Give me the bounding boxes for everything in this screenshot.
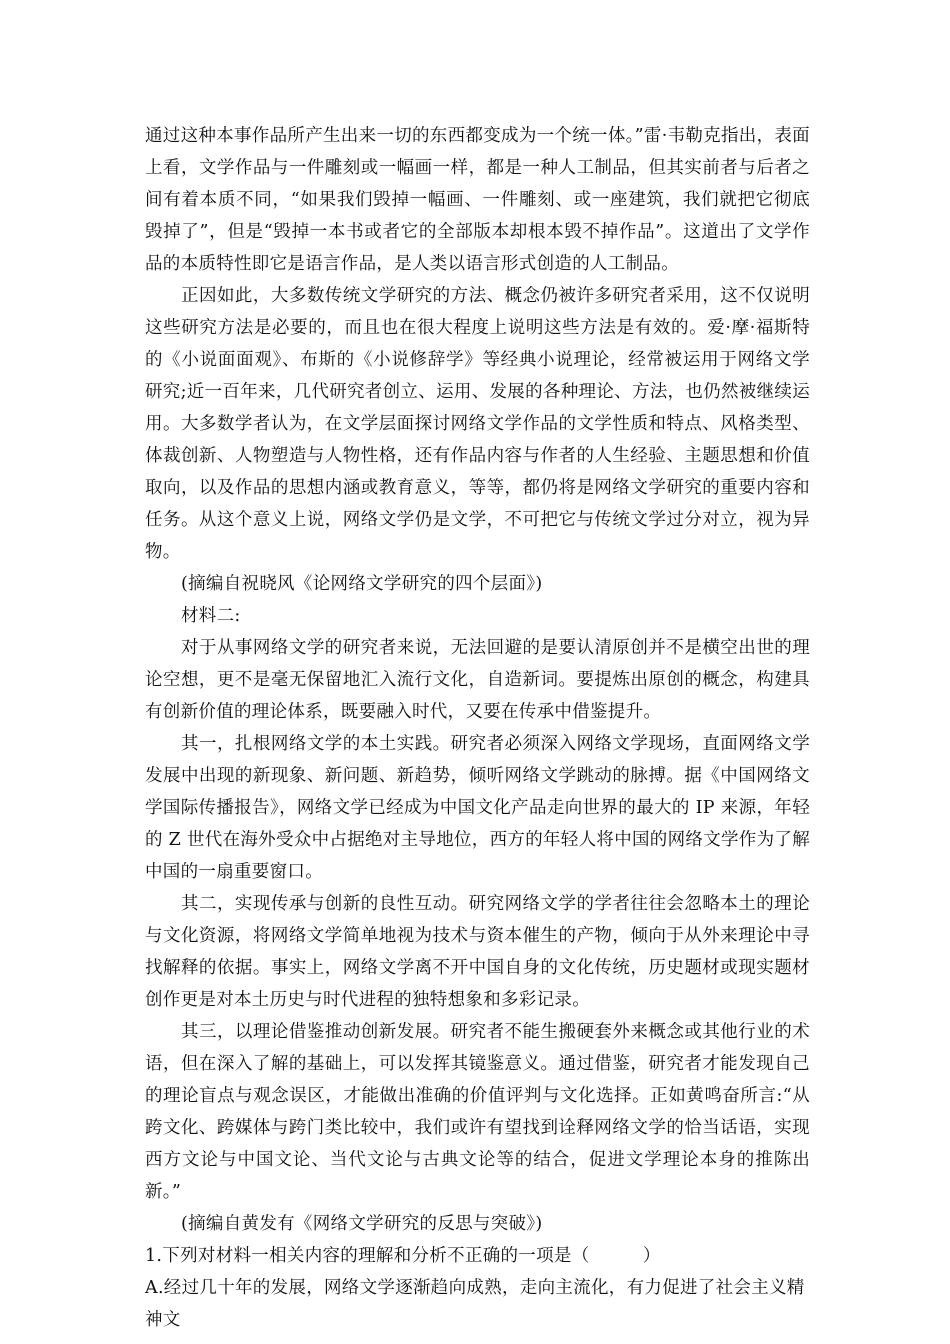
material-two-heading: 材料二: — [181, 606, 241, 626]
question-1: 1.下列对材料一相关内容的理解和分析不正确的一项是（ ） — [145, 1246, 661, 1266]
source-citation-2: (摘编自黄发有《网络文学研究的反思与突破》) — [181, 1214, 543, 1234]
paragraph-originality: 对于从事网络文学的研究者来说，无法回避的是要认清原创并不是横空出世的理论空想，更不是毫无保留地汇入流行文化，自造新词。要提炼出原创的概念，构建具有创新价值的理论体系，既要融入时代，又要在传承中借鉴提升。 — [145, 638, 810, 722]
paragraph-continuation: 通过这种本事作品所产生出来一切的东西都变成为一个统一体。”雷·韦勒克指出，表面上看，文学作品与一件雕刻或一幅画一样，都是一种人工制品，但其实前者与后者之间有着本质不同，“如果我们毁掉一幅画、一件雕刻、或一座建筑，我们就把它彻底毁掉了”，但是“毁掉一本书或者它的全部版本却根本毁不掉作品”。这道出了文学作品的本质特性即它是语言作品，是人类以语言形式创造的人工制品。 — [145, 126, 810, 274]
document-body — [145, 120, 810, 1336]
paragraph-traditional-methods: 正因如此，大多数传统文学研究的方法、概念仍被许多研究者采用，这不仅说明这些研究方法是必要的，而且也在很大程度上说明这些方法是有效的。爱·摩·福斯特的《小说面面观》、布斯的《小说修辞学》等经典小说理论，经常被运用于网络文学研究;近一百年来，几代研究者创立、运用、发展的各种理论、方法，也仍然被继续运用。大多数学者认为，在文学层面探讨网络文学作品的文学性质和特点、风格类型、体裁创新、人物塑造与人物性格，还有作品内容与作者的人生经验、主题思想和价值取向，以及作品的思想内涵或教育意义，等等，都仍将是网络文学研究的重要内容和任务。从这个意义上说，网络文学仍是文学，不可把它与传统文学过分对立，视为异物。 — [145, 286, 810, 562]
paragraph-point-two: 其二，实现传承与创新的良性互动。研究网络文学的学者往往会忽略本土的理论与文化资源，将网络文学简单地视为技术与资本催生的产物，倾向于从外来理论中寻找解释的依据。事实上，网络文学离不开中国自身的文化传统，历史题材或现实题材创作更是对本土历史与时代进程的独特想象和多彩记录。 — [145, 894, 810, 1010]
paragraph-point-three: 其三，以理论借鉴推动创新发展。研究者不能生搬硬套外来概念或其他行业的术语，但在深入了解的基础上，可以发挥其镜鉴意义。通过借鉴，研究者才能发现自己的理论盲点与观念误区，才能做出准确的价值评判与文化选择。正如黄鸣奋所言:“从跨文化、跨媒体与跨门类比较中，我们或许有望找到诠释网络文学的恰当话语，实现西方文论与中国文论、当代文论与古典文论等的结合，促进文学理论本身的推陈出新。” — [145, 1022, 810, 1202]
source-citation-1: (摘编自祝晓风《论网络文学研究的四个层面》) — [181, 574, 543, 594]
question-1-option-a: A.经过几十年的发展，网络文学逐渐趋向成熟，走向主流化，有力促进了社会主义精神文 — [145, 1278, 805, 1330]
paragraph-point-one: 其一，扎根网络文学的本土实践。研究者必须深入网络文学现场，直面网络文学发展中出现的新现象、新问题、新趋势，倾听网络文学跳动的脉搏。据《中国网络文学国际传播报告》，网络文学已经成为中国文化产品走向世界的最大的 IP 来源，年轻的 Z 世代在海外受众中占据绝对主导地位，西方的年轻人将中国的网络文学作为了解中国的一扇重要窗口。 — [145, 734, 810, 882]
